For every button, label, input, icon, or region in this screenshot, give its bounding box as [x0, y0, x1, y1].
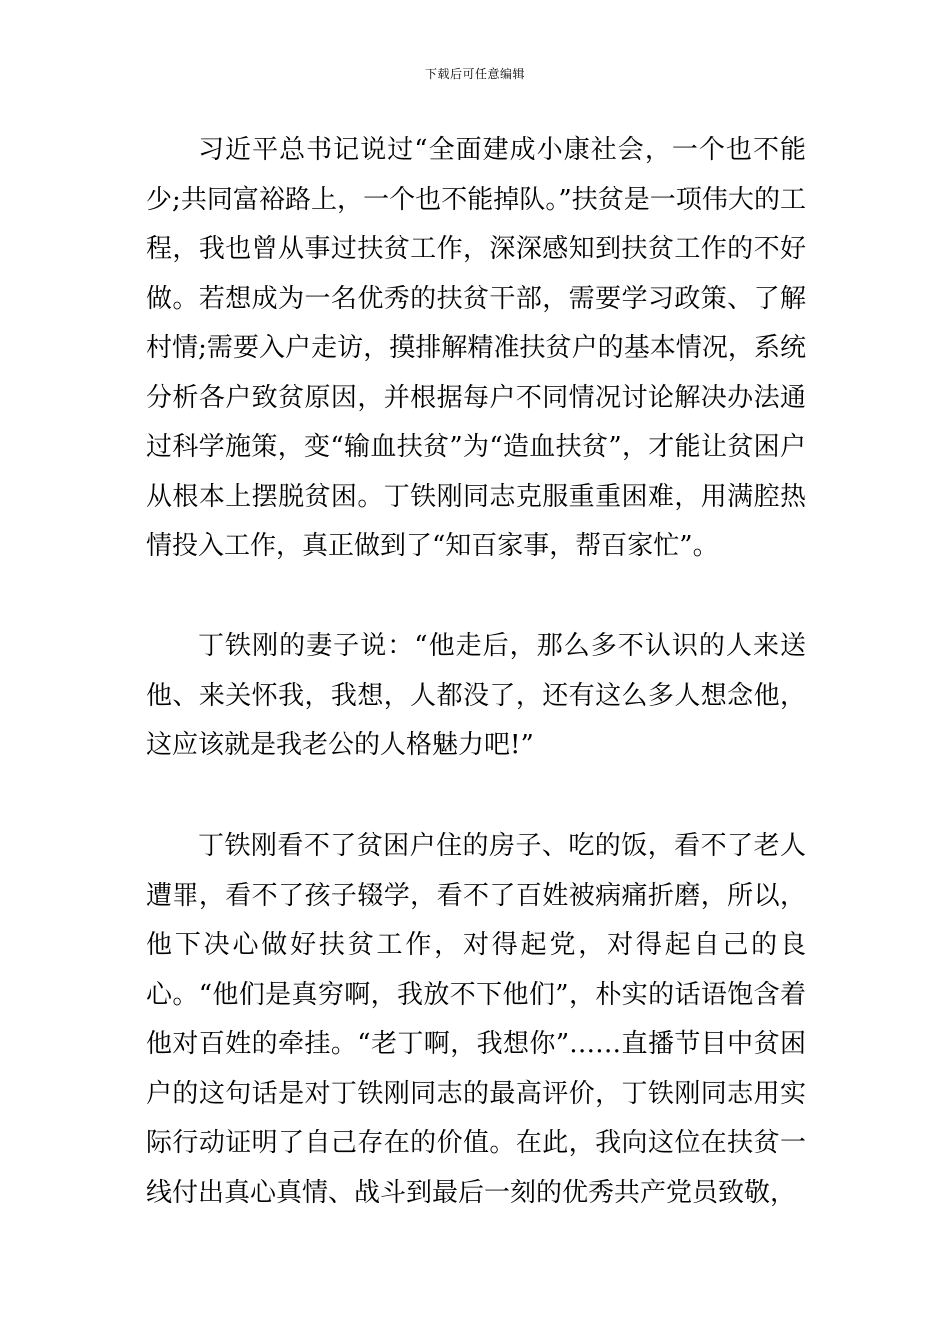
- body-paragraph-2: 丁铁刚的妻子说：“他走后，那么多不认识的人来送他、来关怀我，我想，人都没了，还有这么多人想念他，这应该就是我老公的人格魅力吧!”: [146, 631, 806, 760]
- body-paragraph-3: 丁铁刚看不了贫困户住的房子、吃的饭，看不了老人遭罪，看不了孩子辍学，看不了百姓被病痛折磨，所以，他下决心做好扶贫工作，对得起党，对得起自己的良心。“他们是真穷啊，我放不下他们”，朴实的话语饱含着他对百姓的牵挂。“老丁啊，我想你”……直播节目中贫困户的这句话是对丁铁刚同志的最高评价，丁铁刚同志用实际行动证明了自己存在的价值。在此，我向这位在扶贫一线付出真心真情、战斗到最后一刻的优秀共产党员致敬，: [146, 831, 806, 1208]
- page-header: 下载后可任意编辑: [424, 67, 525, 81]
- body-paragraph-1: 习近平总书记说过“全面建成小康社会，一个也不能少;共同富裕路上，一个也不能掉队。”扶贫是一项伟大的工程，我也曾从事过扶贫工作，深深感知到扶贫工作的不好做。若想成为一名优秀的扶贫干部，需要学习政策、了解村情;需要入户走访，摸排解精准扶贫户的基本情况，系统分析各户致贫原因，并根据每户不同情况讨论解决办法通过科学施策，变“输血扶贫”为“造血扶贫”，才能让贫困户从根本上摆脱贫困。丁铁刚同志克服重重困难，用满腔热情投入工作，真正做到了“知百家事，帮百家忙”。: [146, 135, 806, 561]
